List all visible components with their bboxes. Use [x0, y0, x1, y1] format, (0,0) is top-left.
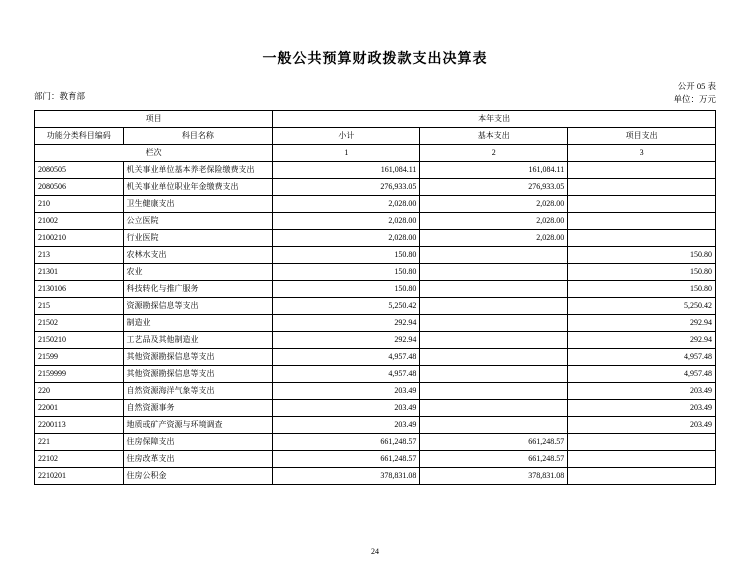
cell-project-expenditure: 203.49 — [568, 400, 716, 417]
table-row — [35, 400, 716, 417]
cell-basic-expenditure — [420, 332, 568, 349]
cell-project-expenditure: 203.49 — [568, 383, 716, 400]
cell-project-expenditure — [568, 213, 716, 230]
table-row — [35, 213, 716, 230]
cell-basic-expenditure — [420, 366, 568, 383]
table-row — [35, 315, 716, 332]
cell-subject-name: 工艺品及其他制造业 — [123, 332, 273, 349]
cell-basic-expenditure: 378,831.08 — [420, 468, 568, 485]
cell-subtotal: 203.49 — [273, 400, 420, 417]
form-code: 公开 05 表 — [677, 81, 716, 91]
cell-project-expenditure: 150.80 — [568, 247, 716, 264]
cell-function-code: 21301 — [35, 264, 124, 281]
table-header-column-numbers-row — [35, 145, 716, 162]
cell-basic-expenditure: 2,028.00 — [420, 213, 568, 230]
cell-subject-name: 制造业 — [123, 315, 273, 332]
cell-project-expenditure — [568, 468, 716, 485]
cell-subject-name: 其他资源勘探信息等支出 — [123, 366, 273, 383]
header-col-num-1: 1 — [273, 145, 420, 162]
table-row — [35, 366, 716, 383]
cell-function-code: 2080506 — [35, 179, 124, 196]
header-item-group: 项目 — [35, 111, 273, 128]
cell-function-code: 210 — [35, 196, 124, 213]
cell-project-expenditure — [568, 451, 716, 468]
page-number: 24 — [371, 547, 379, 556]
header-function-code: 功能分类科目编码 — [35, 128, 124, 145]
cell-project-expenditure — [568, 162, 716, 179]
header-current-year-group: 本年支出 — [273, 111, 716, 128]
cell-subject-name: 行业医院 — [123, 230, 273, 247]
cell-project-expenditure — [568, 230, 716, 247]
cell-basic-expenditure — [420, 298, 568, 315]
table-row — [35, 179, 716, 196]
budget-expenditure-table — [34, 110, 716, 485]
cell-function-code: 2159999 — [35, 366, 124, 383]
header-project-expenditure: 项目支出 — [568, 128, 716, 145]
cell-function-code: 220 — [35, 383, 124, 400]
cell-subject-name: 地质或矿产资源与环境调查 — [123, 417, 273, 434]
cell-function-code: 2080505 — [35, 162, 124, 179]
cell-subject-name: 自然资源事务 — [123, 400, 273, 417]
cell-function-code: 221 — [35, 434, 124, 451]
cell-basic-expenditure — [420, 400, 568, 417]
cell-function-code: 2200113 — [35, 417, 124, 434]
cell-subtotal: 203.49 — [273, 383, 420, 400]
cell-function-code: 2210201 — [35, 468, 124, 485]
cell-subtotal: 2,028.00 — [273, 230, 420, 247]
cell-project-expenditure: 150.80 — [568, 264, 716, 281]
cell-basic-expenditure: 2,028.00 — [420, 230, 568, 247]
cell-subject-name: 机关事业单位基本养老保险缴费支出 — [123, 162, 273, 179]
cell-subject-name: 其他资源勘探信息等支出 — [123, 349, 273, 366]
cell-subtotal: 292.94 — [273, 315, 420, 332]
header-subject-name: 科目名称 — [123, 128, 273, 145]
cell-basic-expenditure: 2,028.00 — [420, 196, 568, 213]
cell-subtotal: 661,248.57 — [273, 434, 420, 451]
cell-function-code: 2150210 — [35, 332, 124, 349]
table-row — [35, 230, 716, 247]
cell-basic-expenditure: 161,084.11 — [420, 162, 568, 179]
cell-subtotal: 378,831.08 — [273, 468, 420, 485]
cell-subtotal: 150.80 — [273, 281, 420, 298]
cell-project-expenditure — [568, 434, 716, 451]
cell-subject-name: 住房改革支出 — [123, 451, 273, 468]
cell-basic-expenditure: 276,933.05 — [420, 179, 568, 196]
cell-subject-name: 卫生健康支出 — [123, 196, 273, 213]
cell-subtotal: 2,028.00 — [273, 196, 420, 213]
cell-function-code: 22001 — [35, 400, 124, 417]
department-label: 部门：教育部 — [34, 90, 86, 101]
cell-basic-expenditure — [420, 315, 568, 332]
document-page — [0, 48, 750, 578]
cell-basic-expenditure: 661,248.57 — [420, 434, 568, 451]
table-row — [35, 247, 716, 264]
cell-project-expenditure: 4,957.48 — [568, 366, 716, 383]
page-title: 一般公共预算财政拨款支出决算表 — [262, 52, 488, 67]
cell-function-code: 21599 — [35, 349, 124, 366]
cell-basic-expenditure — [420, 417, 568, 434]
cell-subtotal: 5,250.42 — [273, 298, 420, 315]
cell-project-expenditure — [568, 196, 716, 213]
cell-subject-name: 住房公积金 — [123, 468, 273, 485]
table-row — [35, 451, 716, 468]
cell-project-expenditure: 203.49 — [568, 417, 716, 434]
header-col-num-2: 2 — [420, 145, 568, 162]
table-row — [35, 264, 716, 281]
cell-subject-name: 农业 — [123, 264, 273, 281]
cell-function-code: 21502 — [35, 315, 124, 332]
cell-basic-expenditure — [420, 264, 568, 281]
cell-basic-expenditure: 661,248.57 — [420, 451, 568, 468]
cell-subtotal: 661,248.57 — [273, 451, 420, 468]
table-row — [35, 434, 716, 451]
cell-function-code: 213 — [35, 247, 124, 264]
cell-function-code: 22102 — [35, 451, 124, 468]
cell-subtotal: 203.49 — [273, 417, 420, 434]
cell-function-code: 215 — [35, 298, 124, 315]
cell-subject-name: 科技转化与推广服务 — [123, 281, 273, 298]
cell-subject-name: 公立医院 — [123, 213, 273, 230]
cell-subtotal: 150.80 — [273, 247, 420, 264]
cell-basic-expenditure — [420, 281, 568, 298]
cell-function-code: 2100210 — [35, 230, 124, 247]
cell-subtotal: 276,933.05 — [273, 179, 420, 196]
cell-subject-name: 住房保障支出 — [123, 434, 273, 451]
table-row — [35, 162, 716, 179]
table-header-columns-row — [35, 128, 716, 145]
cell-subtotal: 4,957.48 — [273, 349, 420, 366]
cell-basic-expenditure — [420, 383, 568, 400]
cell-project-expenditure: 292.94 — [568, 332, 716, 349]
header-column-row-label: 栏次 — [35, 145, 273, 162]
cell-project-expenditure: 150.80 — [568, 281, 716, 298]
cell-basic-expenditure — [420, 247, 568, 264]
cell-project-expenditure — [568, 179, 716, 196]
table-row — [35, 196, 716, 213]
table-row — [35, 349, 716, 366]
cell-subtotal: 161,084.11 — [273, 162, 420, 179]
table-row — [35, 332, 716, 349]
table-row — [35, 281, 716, 298]
cell-function-code: 21002 — [35, 213, 124, 230]
table-row — [35, 383, 716, 400]
table-row — [35, 417, 716, 434]
cell-subtotal: 4,957.48 — [273, 366, 420, 383]
unit-note: 单位：万元 — [673, 93, 716, 104]
cell-subject-name: 资源勘探信息等支出 — [123, 298, 273, 315]
cell-subject-name: 自然资源海洋气象等支出 — [123, 383, 273, 400]
cell-subject-name: 机关事业单位职业年金缴费支出 — [123, 179, 273, 196]
cell-project-expenditure: 5,250.42 — [568, 298, 716, 315]
table-header-group-row — [35, 111, 716, 128]
cell-project-expenditure: 292.94 — [568, 315, 716, 332]
header-basic-expenditure: 基本支出 — [420, 128, 568, 145]
table-row — [35, 468, 716, 485]
cell-function-code: 2130106 — [35, 281, 124, 298]
cell-subtotal: 292.94 — [273, 332, 420, 349]
cell-subtotal: 2,028.00 — [273, 213, 420, 230]
cell-project-expenditure: 4,957.48 — [568, 349, 716, 366]
header-col-num-3: 3 — [568, 145, 716, 162]
cell-subject-name: 农林水支出 — [123, 247, 273, 264]
cell-basic-expenditure — [420, 349, 568, 366]
header-subtotal: 小计 — [273, 128, 420, 145]
table-row — [35, 298, 716, 315]
cell-subtotal: 150.80 — [273, 264, 420, 281]
